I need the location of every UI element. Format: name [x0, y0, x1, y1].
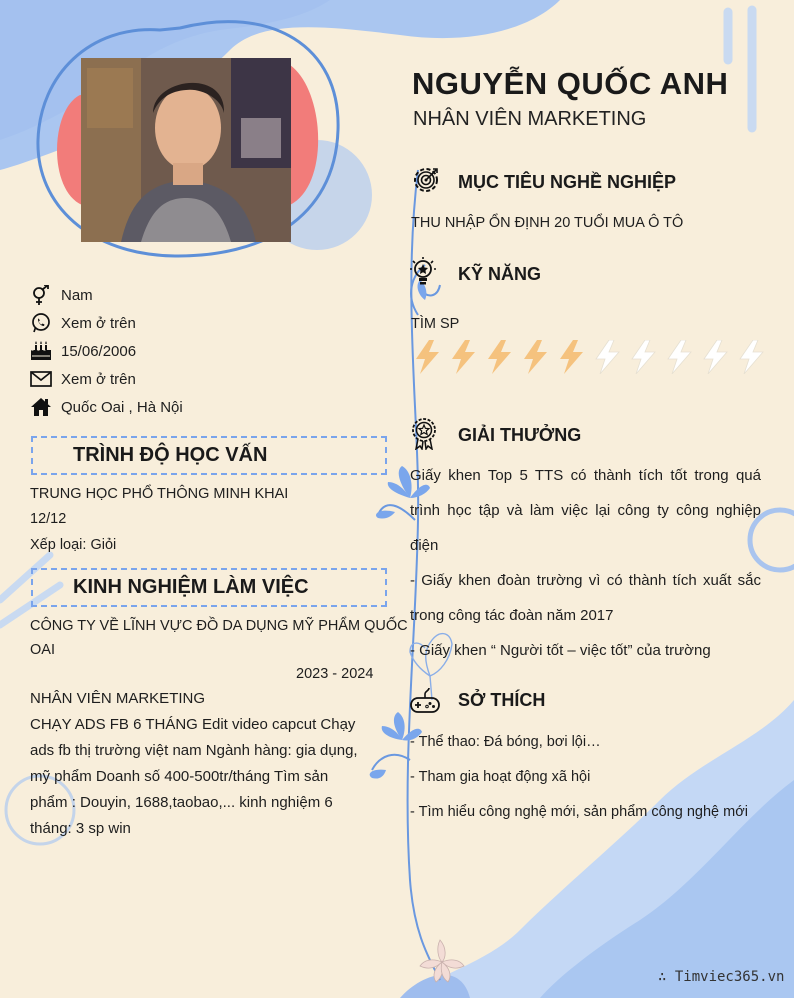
objective-title: MỤC TIÊU NGHỀ NGHIỆP [458, 172, 677, 192]
experience-company: CÔNG TY VỀ LĨNH VỰC ĐỒ DA DỤNG MỸ PHẨM QUỐC [30, 618, 408, 634]
skill-bolt-icon [664, 340, 695, 374]
skill-bolt-icon [736, 340, 767, 374]
skill-bolt-icon [592, 340, 623, 374]
experience-role: NHÂN VIÊN MARKETING [30, 690, 206, 707]
lightbulb-icon [408, 256, 440, 288]
home-icon [30, 396, 52, 418]
experience-title: KINH NGHIỆM LÀM VIỆC [73, 576, 309, 598]
experience-description: CHẠY ADS FB 6 THÁNG Edit video capcut Chạy ads fb thị trường việt nam Ngành hàng: gia dụng, mỹ phẩm Doanh số 400-500tr/tháng Tìm sản phẩm : Douyin, 1688,taobao,... kinh nghiệm 6 tháng: 3 sp win [30, 716, 358, 837]
experience-heading [31, 568, 387, 607]
target-gear-icon [410, 164, 442, 196]
info-email [30, 368, 136, 390]
experience-period: 2023 - 2024 [296, 666, 374, 682]
email-icon [30, 368, 52, 390]
birthday-cake-icon [30, 340, 52, 362]
info-birthday [30, 340, 136, 362]
experience-company-cont: OAI [30, 642, 55, 658]
skill-bolt-icon [700, 340, 731, 374]
award-badge-icon [409, 416, 441, 448]
info-phone [30, 312, 136, 334]
hobby-item: - Tham gia hoạt động xã hội [410, 769, 591, 785]
gamepad-icon [409, 685, 441, 717]
skill-bolt-icon [484, 340, 515, 374]
hobbies-title: SỞ THÍCH [458, 690, 546, 710]
whatsapp-icon [30, 312, 52, 334]
info-phone-text: Xem ở trên [61, 314, 136, 332]
education-period: 12/12 [30, 511, 67, 527]
gender-icon [30, 284, 52, 306]
info-gender-text: Nam [61, 286, 93, 304]
profile-photo [81, 58, 291, 242]
skills-title: KỸ NĂNG [458, 264, 542, 284]
info-address-text: Quốc Oai , Hà Nội [61, 398, 183, 416]
timviec365-watermark[interactable]: ∴ Timviec365.vn [658, 969, 785, 985]
education-heading [31, 436, 387, 475]
skill-name: TÌM SP [411, 316, 460, 332]
skill-bolt-icon [556, 340, 587, 374]
awards-title: GIẢI THƯỞNG [458, 425, 582, 445]
info-birthday-text: 15/06/2006 [61, 342, 137, 360]
education-school: TRUNG HỌC PHỔ THÔNG MINH KHAI [30, 486, 289, 502]
objective-text: THU NHẬP ỔN ĐỊNH 20 TUỔI MUA Ô TÔ [411, 215, 684, 231]
info-email-text: Xem ở trên [61, 370, 136, 388]
skill-bolt-icon [448, 340, 479, 374]
info-gender [30, 284, 93, 306]
skill-bolt-icon [412, 340, 443, 374]
hobby-item: - Thể thao: Đá bóng, bơi lội… [410, 734, 601, 750]
candidate-name: NGUYỄN QUỐC ANH [412, 66, 729, 101]
hobby-item: - Tìm hiểu công nghệ mới, sản phẩm công nghệ mới [410, 804, 748, 820]
education-title: TRÌNH ĐỘ HỌC VẤN [73, 444, 268, 466]
skill-bolt-icon [520, 340, 551, 374]
awards-text: Giấy khen Top 5 TTS có thành tích tốt trong quá trình học tập và làm việc lại công ty công nghiệp điện - Giấy khen đoàn trường vì có thành tích xuất sắc trong công tác đoàn năm 2017 - Giấy khen “ Người tốt – việc tốt” của trường [410, 467, 761, 659]
skill-bolt-icon [628, 340, 659, 374]
education-grade: Xếp loại: Giỏi [30, 537, 117, 553]
skill-rating [412, 340, 767, 374]
job-title: NHÂN VIÊN MARKETING [413, 108, 647, 130]
info-address [30, 396, 183, 418]
